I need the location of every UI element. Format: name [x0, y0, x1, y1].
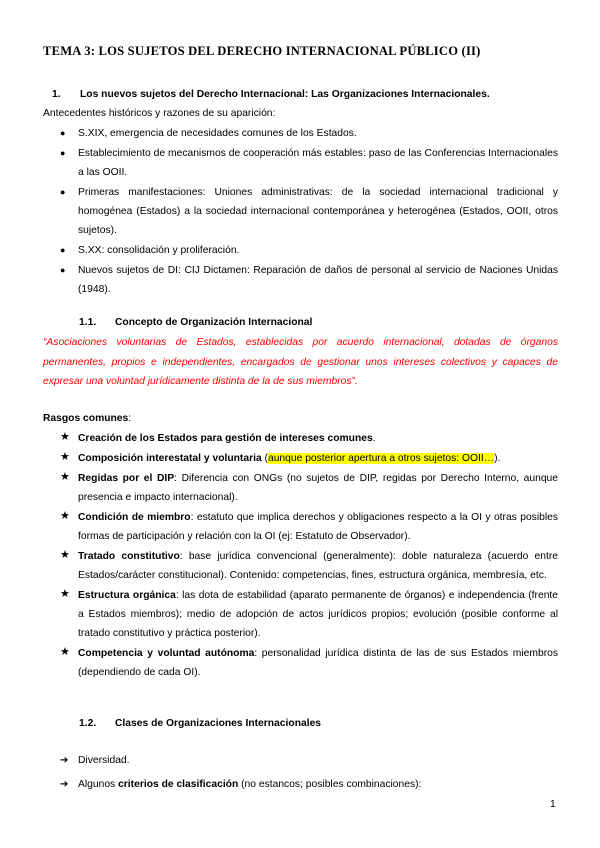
- arrow-icon: ➔: [60, 755, 69, 766]
- bullet-icon: ●: [60, 245, 66, 255]
- list-item: ➔ Algunos criterios de clasificación (no estancos; posibles combinaciones):: [60, 775, 558, 794]
- section-1-number: 1.: [52, 89, 61, 100]
- star-icon: ★: [60, 588, 70, 600]
- list-item: ● Primeras manifestaciones: Uniones administrativas: de la sociedad internacional tradicional y homogénea (Estados) a la sociedad internacional contemporánea y heterogénea (Estados, OOII, otros sujetos).: [60, 183, 558, 240]
- bullet-icon: ●: [60, 187, 66, 197]
- section-1-1-title: Concepto de Organización Internacional: [115, 317, 313, 328]
- star-icon: ★: [60, 451, 70, 463]
- section-1-2-number: 1.2.: [79, 718, 97, 729]
- star-icon: ★: [60, 510, 70, 522]
- bullet-icon: ●: [60, 128, 66, 138]
- list-item: ★ Composición interestatal y voluntaria (aunque posterior apertura a otros sujetos: OOII…).: [60, 449, 558, 468]
- antecedents-list: [60, 124, 558, 300]
- list-item: ★ Creación de los Estados para gestión de intereses comunes.: [60, 429, 558, 448]
- bullet-icon: ●: [60, 265, 66, 275]
- star-icon: ★: [60, 431, 70, 443]
- section-1-intro: Antecedentes históricos y razones de su aparición:: [43, 108, 276, 119]
- highlighted-text: aunque posterior apertura a otros sujetos: OOII…: [267, 453, 495, 464]
- bullet-icon: ●: [60, 148, 66, 158]
- definition-quote: “Asociaciones voluntarias de Estados, establecidas por acuerdo internacional, dotadas de órganos permanentes, propios e independientes, encargados de gestionar unos intereses colectivos y capaces de expresar una voluntad jurídicamente distinta de la de sus miembros”.: [43, 337, 558, 387]
- list-item: ★ Tratado constitutivo: base jurídica convencional (generalmente): doble naturaleza (acuerdo entre Estados/carácter constitucional). Contenido: competencias, fines, estructura orgánica, membresía, etc.: [60, 547, 558, 585]
- list-item: ★ Estructura orgánica: las dota de estabilidad (aparato permanente de órganos) e independencia (frente a Estados miembros); medio de adopción de actos jurídicos propios; evolución (posible conforme al tratado constitutivo y práctica posterior).: [60, 586, 558, 643]
- document-title: TEMA 3: LOS SUJETOS DEL DERECHO INTERNACIONAL PÚBLICO (II): [43, 44, 481, 58]
- list-item: ★ Condición de miembro: estatuto que implica derechos y obligaciones respecto a la OI y otras posibles formas de participación y relación con la OI (ej: Estatuto de Observador).: [60, 508, 558, 546]
- section-1-1-number: 1.1.: [79, 317, 97, 328]
- list-item: ★ Competencia y voluntad autónoma: personalidad jurídica distinta de las de sus Estados miembros (dependiendo de cada OI).: [60, 644, 558, 682]
- rasgos-list: [60, 429, 558, 683]
- list-item: ● Nuevos sujetos de DI: CIJ Dictamen: Reparación de daños de personal al servicio de Naciones Unidas (1948).: [60, 261, 558, 299]
- list-item: ● S.XIX, emergencia de necesidades comunes de los Estados.: [60, 124, 558, 143]
- list-item: ● Establecimiento de mecanismos de cooperación más estables: paso de las Conferencias Internacionales a las OOII.: [60, 144, 558, 182]
- page-number: 1: [550, 799, 556, 810]
- list-item: ★ Regidas por el DIP: Diferencia con ONGs (no sujetos de DIP, regidas por Derecho Interno, aunque presencia e impacto internacional).: [60, 469, 558, 507]
- section-1-2-heading: [79, 718, 321, 729]
- list-item: ➔ Diversidad.: [60, 751, 558, 770]
- arrow-icon: ➔: [60, 779, 69, 790]
- rasgos-label: Rasgos comunes:: [43, 413, 132, 424]
- section-1-1-heading: [79, 317, 312, 328]
- list-item: ● S.XX: consolidación y proliferación.: [60, 241, 558, 260]
- section-1-2-title: Clases de Organizaciones Internacionales: [115, 718, 322, 729]
- star-icon: ★: [60, 549, 70, 561]
- section-1-heading: [52, 89, 490, 100]
- section-1-title: Los nuevos sujetos del Derecho Internacional: Las Organizaciones Internacionales.: [80, 89, 490, 100]
- star-icon: ★: [60, 471, 70, 483]
- star-icon: ★: [60, 646, 70, 658]
- clases-list: [60, 751, 558, 799]
